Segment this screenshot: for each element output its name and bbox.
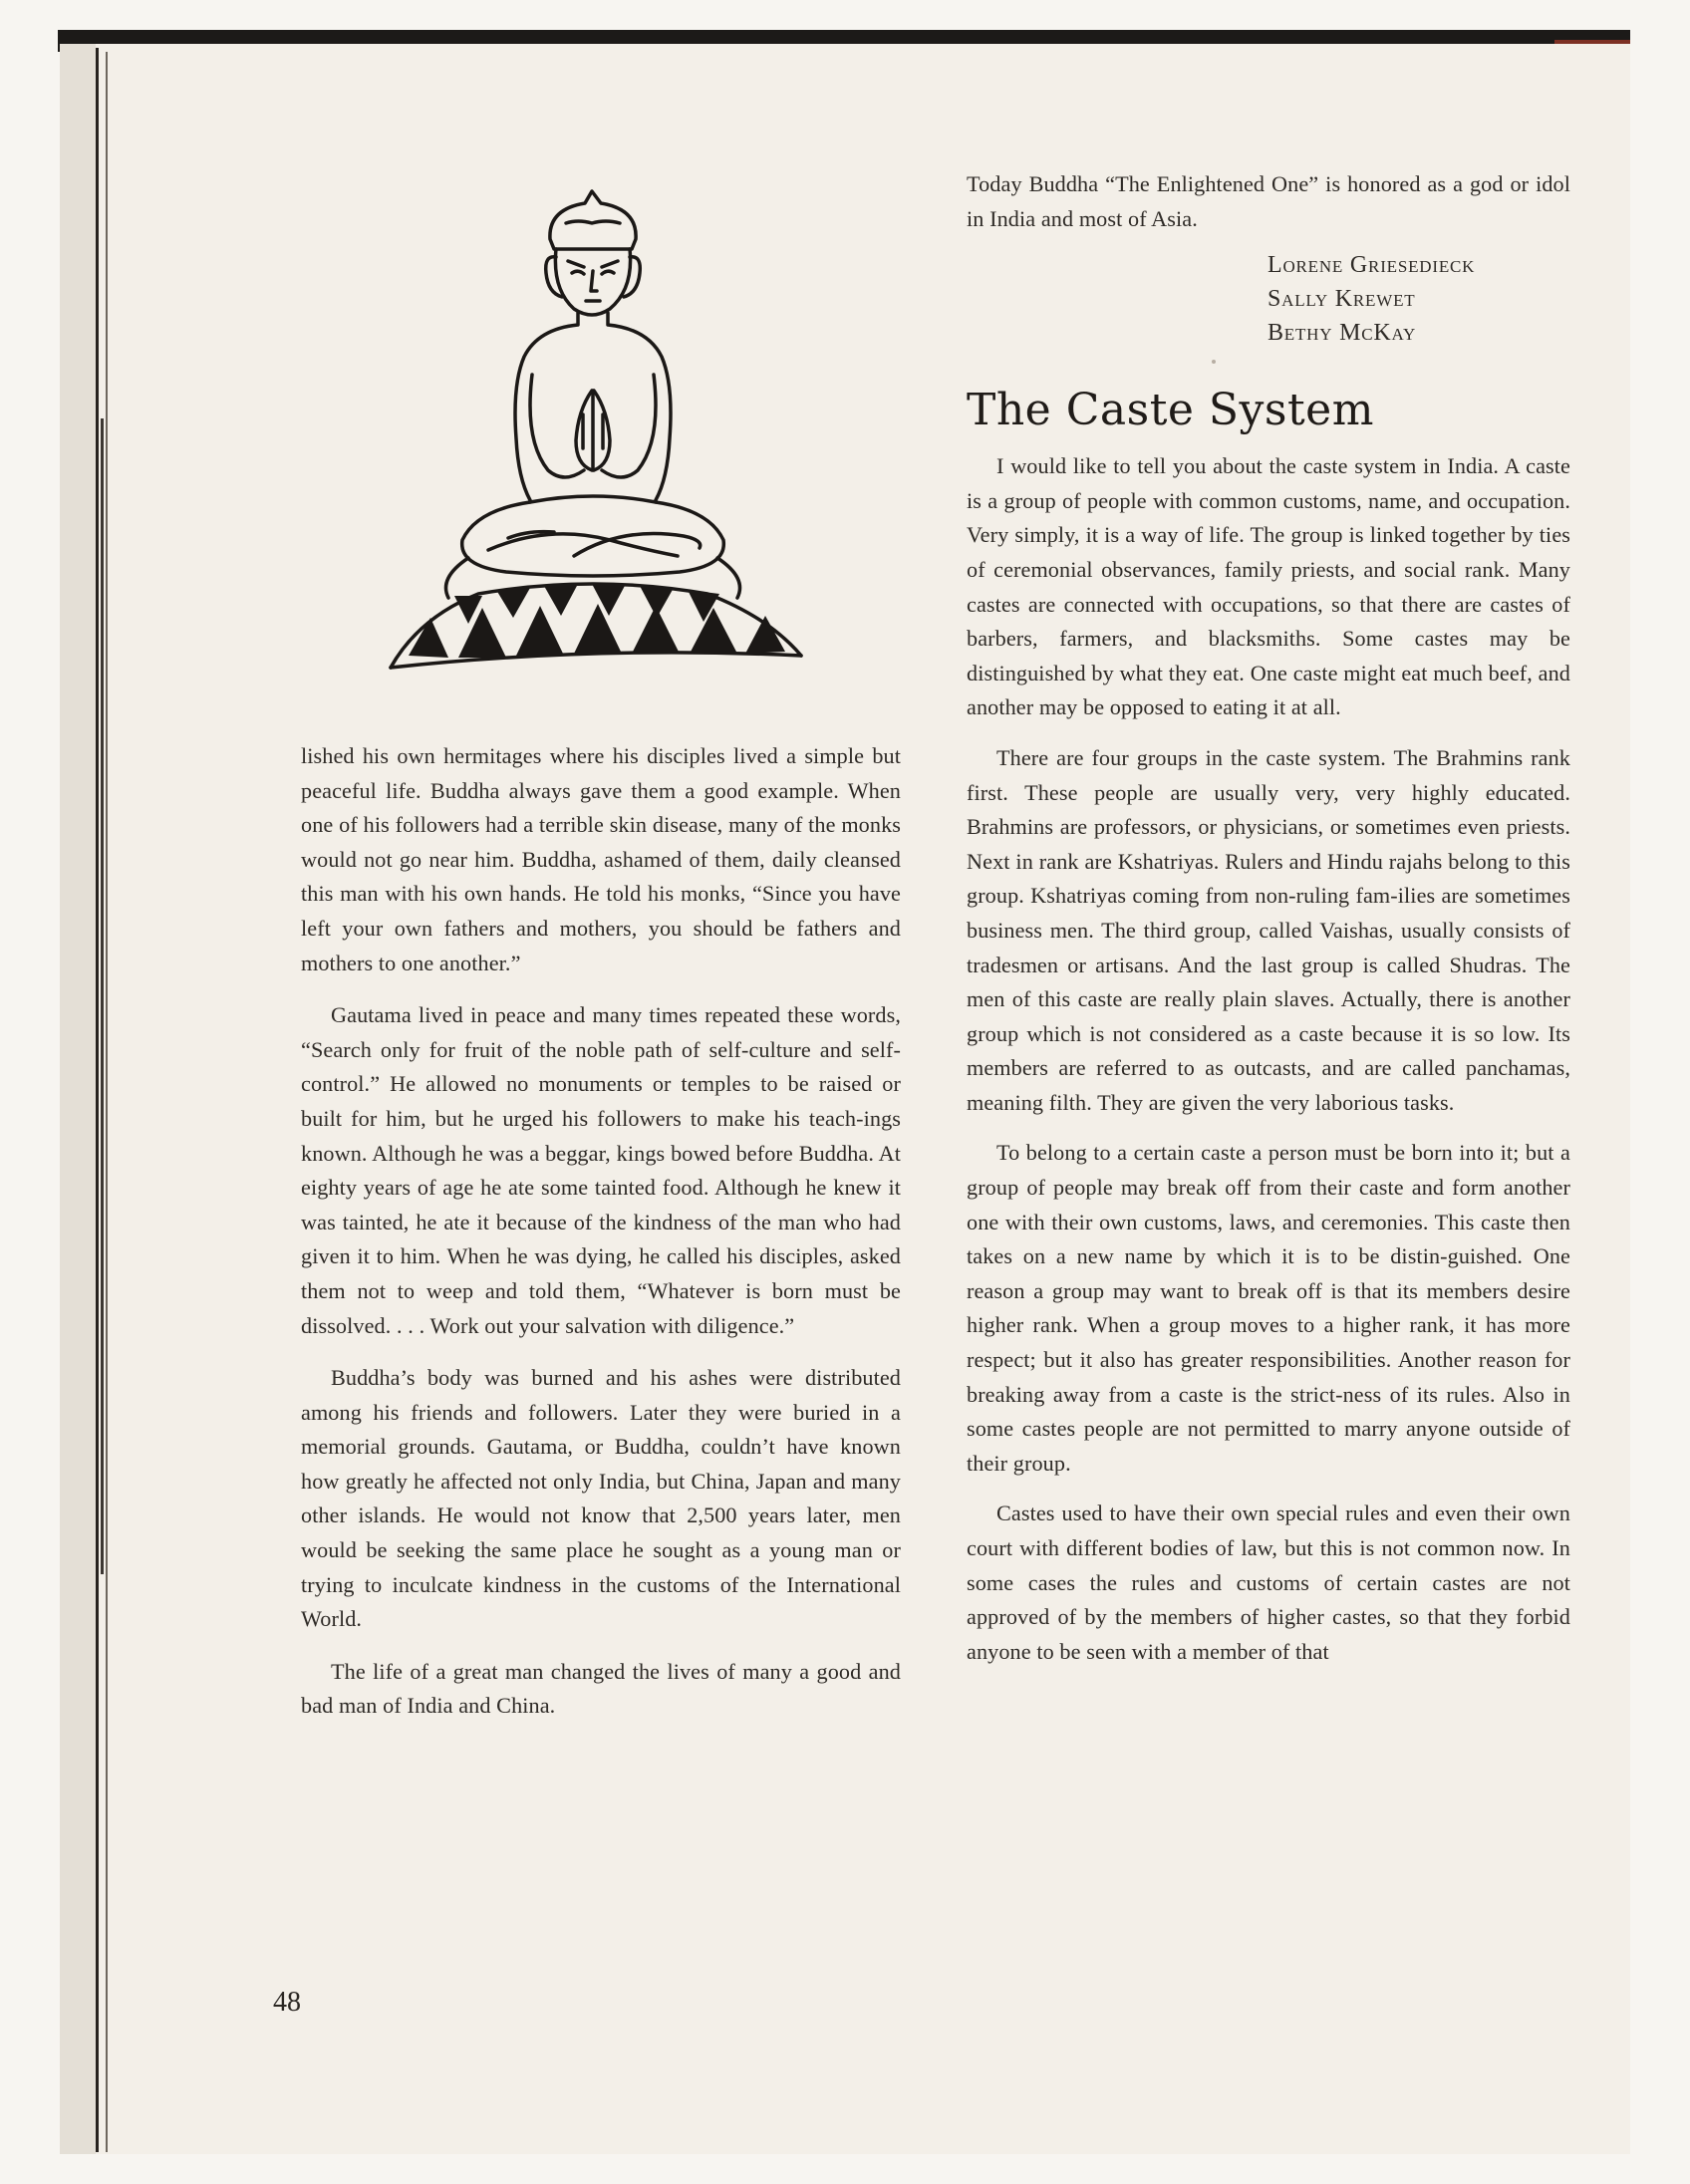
right-paragraph-2: There are four groups in the caste system. The Brahmins rank first. These people are usually very, very highly educated. Brahmins are professors, or physicians, or sometimes even priests. Next in rank are Kshatriyas. Rulers and Hindu rajahs belong to this group. Kshatriyas coming from non-ruling fam-ilies are sometimes business men. The third group, called Vaishas, usually consists of tradesmen or artisans. And the last group is called Shudras. The men of this caste are really plain slaves. Actually, there is another group which is not considered as a caste because it is so low. Its members are referred to as outcasts, and are called panchamas, meaning filth. They are given the very laborious tasks. xyxy=(967,744,1570,1115)
author-name: Sally Krewet xyxy=(1268,286,1416,313)
right-column xyxy=(967,167,1570,1669)
binding-edge-line xyxy=(96,48,99,2152)
author-name: Bethy McKay xyxy=(1268,320,1417,347)
page-number: 48 xyxy=(273,1987,301,2018)
buddha-illustration-icon xyxy=(379,179,817,678)
left-paragraph-3: Buddha’s body was burned and his ashes were distributed among his friends and followers. Later they were buried in a memorial grounds. Gautama, or Buddha, couldn’t have known how greatly he affected not only India, but China, Japan and many other islands. He would not know that 2,500 years later, men would be seeking the same place he sought as a young man or trying to inculcate kindness in the customs of the International World. xyxy=(301,1365,901,1632)
intro-paragraph: Today Buddha “The Enlightened One” is honored as a god or idol in India and most of Asia. xyxy=(967,171,1570,231)
section-body xyxy=(967,449,1570,1669)
left-column xyxy=(301,739,901,1724)
page-binding xyxy=(60,44,96,2154)
author-name: Lorene Griesedieck xyxy=(1268,252,1476,279)
right-paragraph-1: I would like to tell you about the caste system in India. A caste is a group of people with common customs, name, and occupation. Very simply, it is a way of life. The group is linked together by ties of ceremonial observances, family priests, and social rank. Many castes are connected with occupations, so that there are castes of barbers, farmers, and blacksmiths. Some castes may be distinguished by what they eat. One caste might eat much beef, and another may be opposed to eating it at all. xyxy=(967,453,1570,720)
author-list xyxy=(1268,248,1570,350)
right-paragraph-4: Castes used to have their own special rules and even their own court with different bodies of law, but this is not common now. In some cases the rules and customs of certain castes are not approved of by the members of higher castes, so that they forbid anyone to be seen with a member of that xyxy=(967,1501,1570,1664)
left-paragraph-2: Gautama lived in peace and many times repeated these words, “Search only for fruit of the noble path of self-culture and self-control.” He allowed no monuments or temples to be raised or built for him, but he urged his followers to make his teach-ings known. Although he was a beggar, kings bowed before Buddha. At eighty years of age he ate some tainted food. Although he knew it was tainted, he ate it because of the kindness of the man who had given it to him. When he was dying, he called his disciples, asked them not to weep and told them, “Whatever is born must be dissolved. . . . Work out your salvation with diligence.” xyxy=(301,1002,901,1338)
section-title: The Caste System xyxy=(967,385,1374,436)
left-paragraph-4: The life of a great man changed the lives of many a good and bad man of India and China. xyxy=(301,1658,901,1719)
decorative-dot xyxy=(1212,360,1216,364)
binding-edge-line xyxy=(101,418,104,1574)
binding-edge-line xyxy=(106,52,108,2152)
left-paragraph-1: lished his own hermitages where his disciples lived a simple but peaceful life. Buddha always gave them a good example. When one of his followers had a terrible skin disease, many of the monks would not go near him. Buddha, ashamed of them, daily cleansed this man with his own hands. He told his monks, “Since you have left your own fathers and mothers, you should be fathers and mothers to one another.” xyxy=(301,743,901,975)
right-paragraph-3: To belong to a certain caste a person must be born into it; but a group of people may break off from their caste and form another one with their own customs, laws, and ceremonies. This caste then takes on a new name by which it is to be distin-guished. One reason a group may want to break off is that its members desire higher rank. When a group moves to a higher rank, it has more respect; but it also has greater responsibilities. Another reason for breaking away from a caste is the strict-ness of its rules. Also in some castes people are not permitted to marry anyone outside of their group. xyxy=(967,1140,1570,1476)
